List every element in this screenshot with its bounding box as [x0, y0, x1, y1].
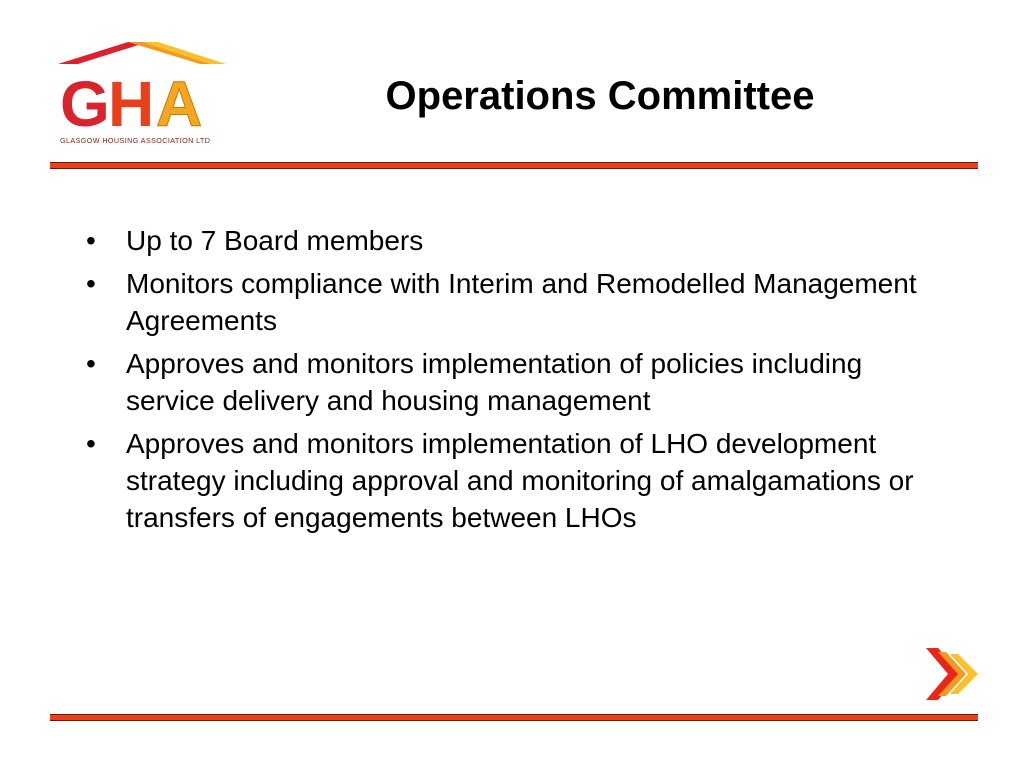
svg-text:GLASGOW HOUSING ASSOCIATION LT: GLASGOW HOUSING ASSOCIATION LTD: [60, 136, 211, 145]
bullet-item: [86, 265, 946, 339]
svg-text:H: H: [108, 68, 155, 140]
gha-logo: [50, 38, 230, 148]
bullet-text: Up to 7 Board members: [126, 225, 424, 256]
gha-roof-logo-icon: [50, 38, 230, 148]
bullet-text: Approves and monitors implementation of LHO development strategy including approval and monitoring of amalgamations or transfers of engagements between LHOs: [126, 428, 914, 533]
bullet-text: Approves and monitors implementation of policies including service delivery and housing management: [126, 348, 863, 416]
bottom-divider: [50, 714, 978, 721]
triple-chevron-right-icon: [924, 646, 980, 702]
svg-text:G: G: [60, 68, 110, 140]
bullet-item: [86, 345, 946, 419]
bullet-marker: •: [86, 225, 96, 256]
top-divider: [50, 162, 978, 169]
bullet-list: [86, 222, 946, 542]
bullet-marker: •: [86, 268, 96, 299]
slide-title: Operations Committee: [385, 74, 815, 118]
bullet-item: [86, 222, 946, 259]
bullet-text: Monitors compliance with Interim and Remodelled Management Agreements: [126, 268, 917, 336]
bullet-marker: •: [86, 348, 96, 379]
bullet-item: [86, 425, 946, 536]
next-slide-button[interactable]: [924, 646, 980, 702]
bullet-marker: •: [86, 428, 96, 459]
svg-text:A: A: [156, 68, 203, 140]
